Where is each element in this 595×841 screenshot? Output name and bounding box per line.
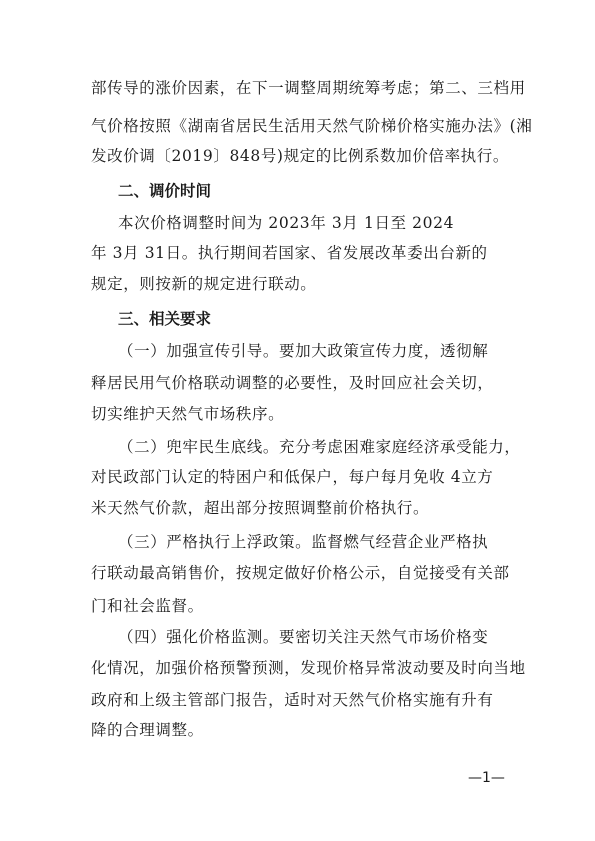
body-text-line: 降的合理调整。 — [91, 721, 204, 739]
body-text-line: 米天然气价款，超出部分按照调整前价格执行。 — [91, 499, 430, 517]
body-text-line: （一）加强宣传引导。要加大政策宣传力度，透彻解 — [118, 342, 489, 360]
section-heading-requirements: 三、相关要求 — [118, 310, 212, 328]
body-text-line: 化情况，加强价格预警预测，发现价格异常波动要及时向当地 — [91, 659, 526, 677]
body-text-line: 政府和上级主管部门报告，适时对天然气价格实施有升有 — [91, 691, 494, 709]
body-text-line: 行联动最高销售价，按规定做好价格公示，自觉接受有关部 — [91, 564, 510, 582]
body-text-line: 对民政部门认定的特困户和低保户，每户每月免收 4立方 — [91, 468, 494, 486]
body-text-line: 气价格按照《湖南省居民生活用天然气阶梯价格实施办法》(湘 — [91, 117, 533, 135]
body-text-line: 年 3月 31日。执行期间若国家、省发展改革委出台新的 — [91, 244, 488, 262]
page-number: —1— — [468, 770, 505, 786]
body-text-line: 释居民用气价格联动调整的必要性，及时回应社会关切， — [91, 374, 494, 392]
body-text-line: 规定，则按新的规定进行联动。 — [91, 275, 317, 293]
body-text-line: 部传导的涨价因素，在下一调整周期统筹考虑；第二、三档用 — [91, 79, 526, 97]
section-heading-timing: 二、调价时间 — [118, 182, 212, 200]
body-text-line: 本次价格调整时间为 2023年 3月 1日至 2024 — [118, 214, 455, 232]
body-text-line: 发改价调〔2019〕848号)规定的比例系数加价倍率执行。 — [91, 147, 509, 165]
body-text-line: （三）严格执行上浮政策。监督燃气经营企业严格执 — [118, 533, 489, 551]
body-text-line: 门和社会监督。 — [91, 597, 204, 615]
body-text-line: （四）强化价格监测。要密切关注天然气市场价格变 — [118, 628, 489, 646]
body-text-line: （二）兜牢民生底线。充分考虑困难家庭经济承受能力， — [118, 438, 521, 456]
body-text-line: 切实维护天然气市场秩序。 — [91, 405, 285, 423]
